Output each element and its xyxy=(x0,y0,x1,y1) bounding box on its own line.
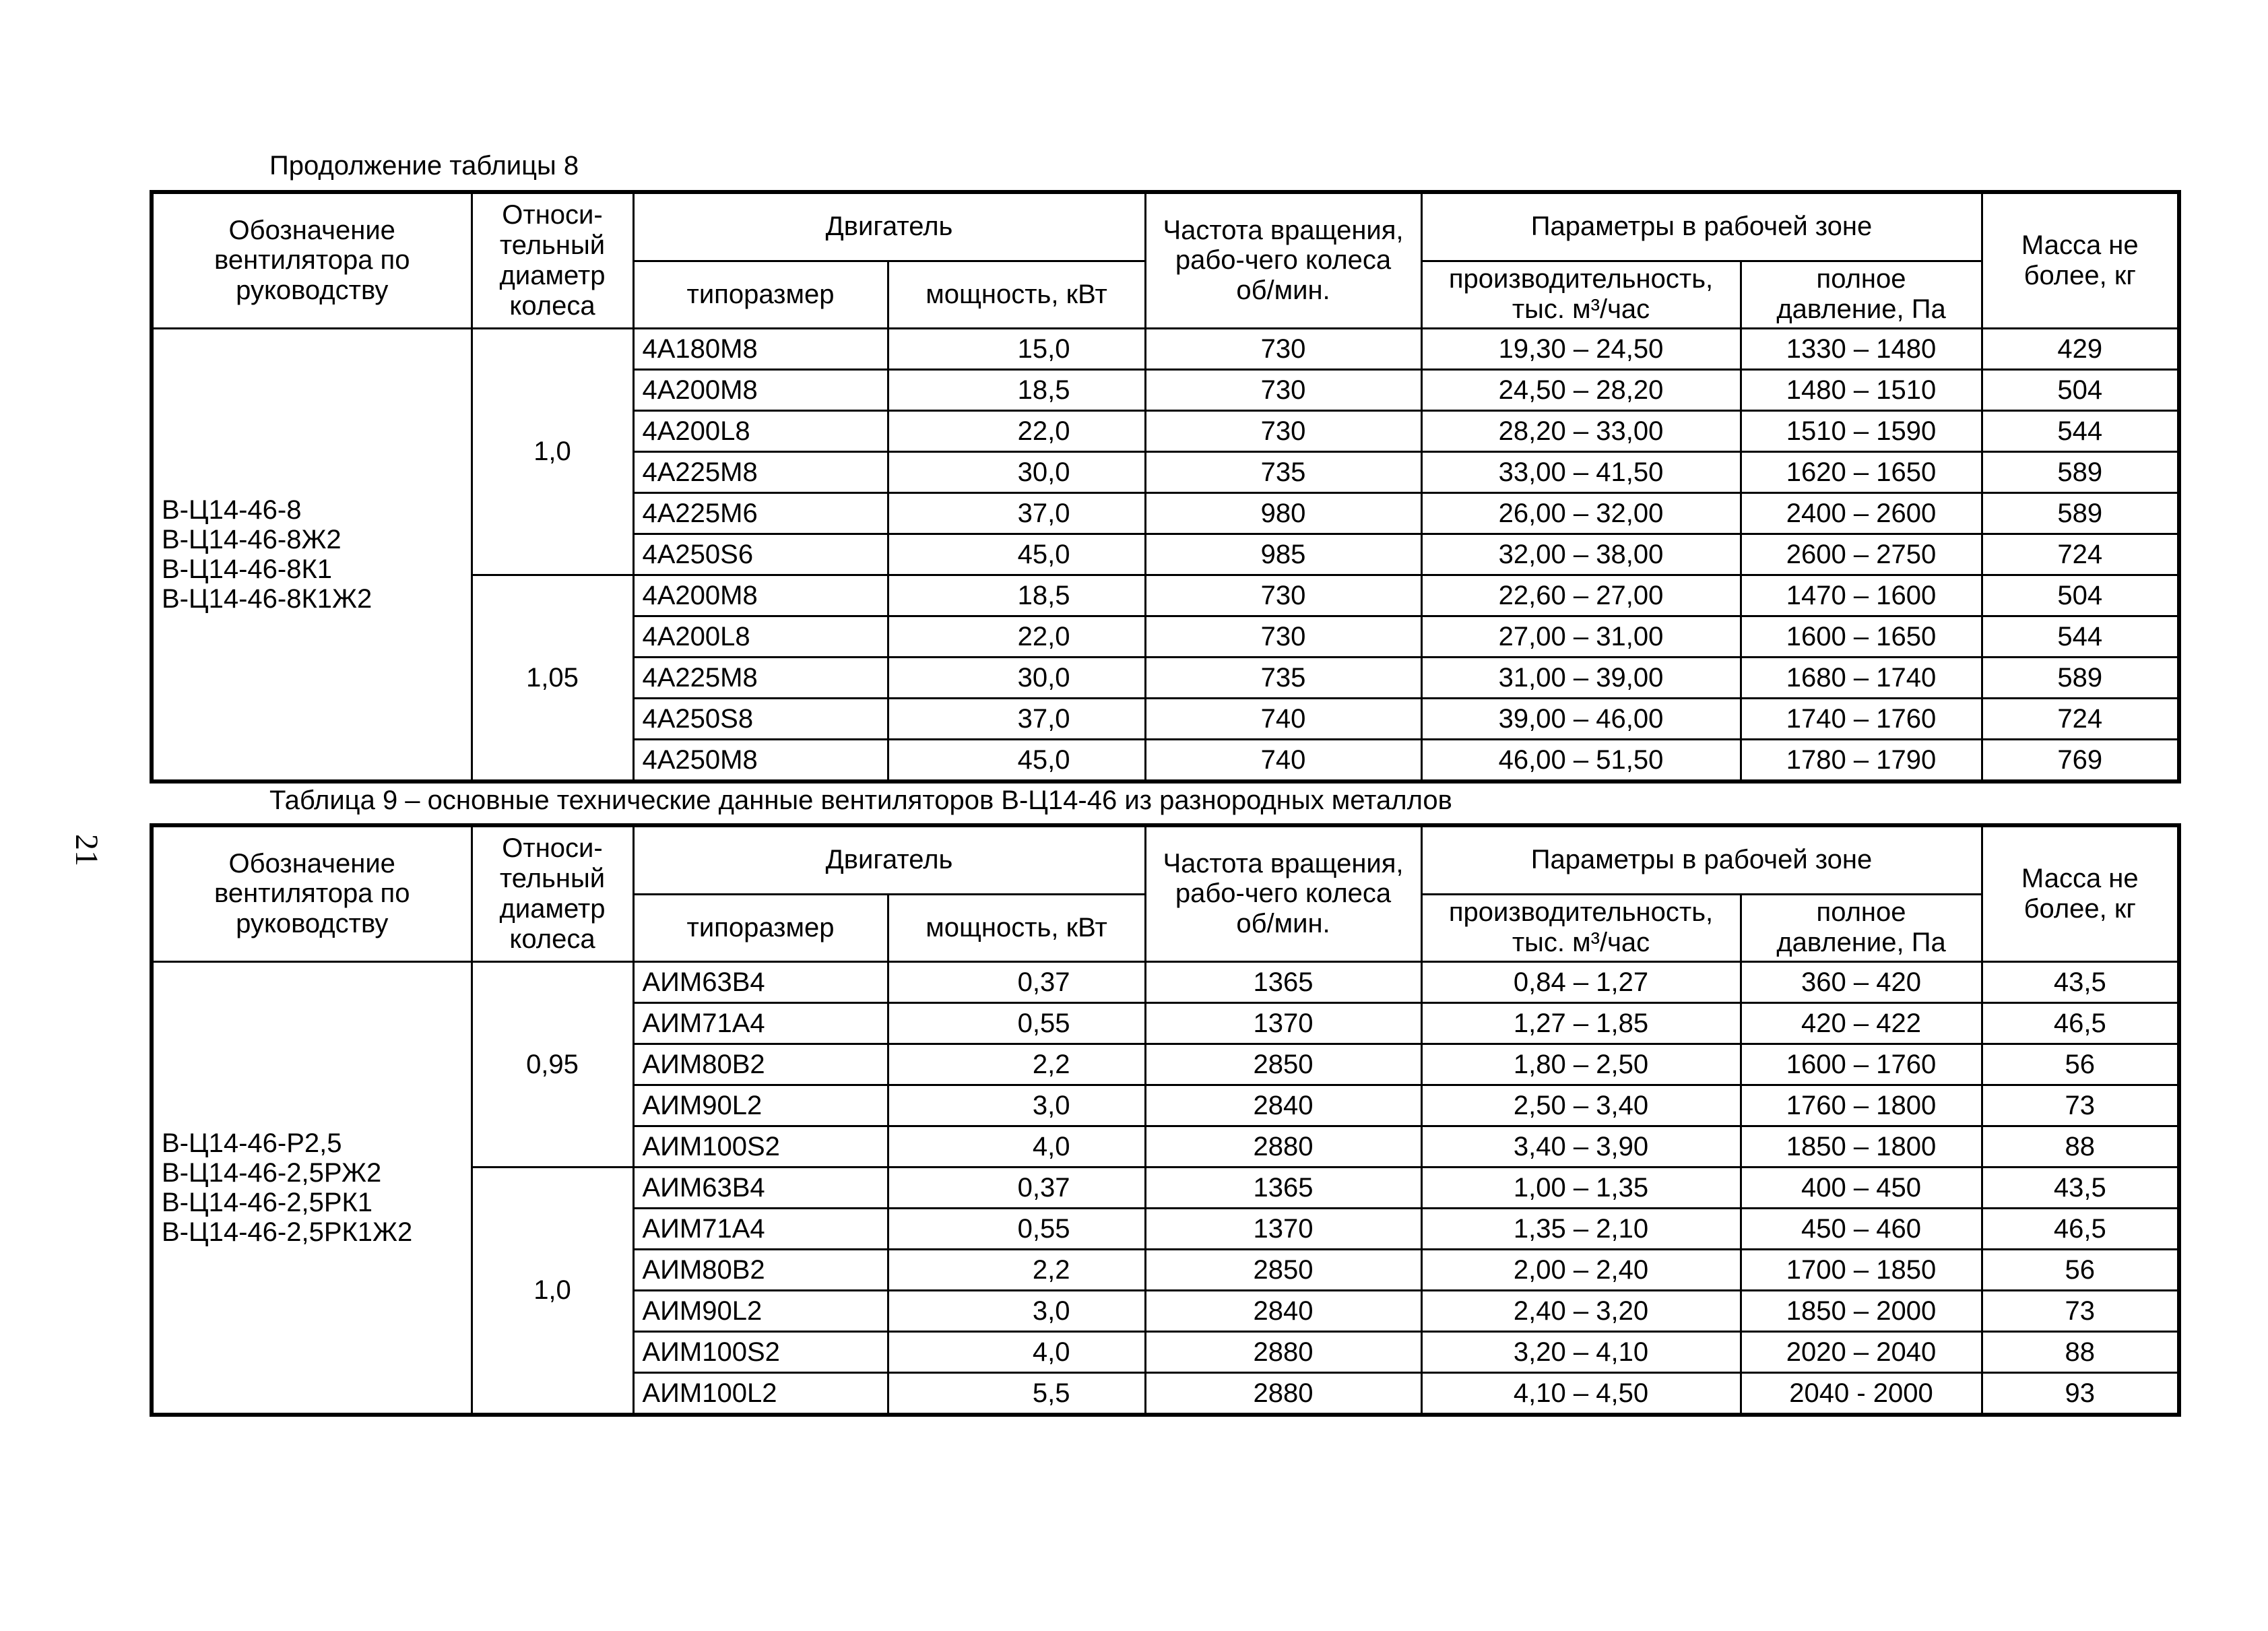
header-motor-power: мощность, кВт xyxy=(888,894,1145,961)
productivity-cell: 4,10 – 4,50 xyxy=(1421,1372,1741,1415)
motor-power-cell: 30,0 xyxy=(888,657,1145,698)
pressure-cell: 1850 – 1800 xyxy=(1741,1126,1982,1167)
motor-power-cell: 0,37 xyxy=(888,1167,1145,1208)
rotation-speed-cell: 2850 xyxy=(1145,1249,1421,1290)
header-productivity: производительность, тыс. м³/час xyxy=(1421,894,1741,961)
rotation-speed-cell: 2880 xyxy=(1145,1126,1421,1167)
mass-cell: 724 xyxy=(1982,534,2179,575)
productivity-cell: 33,00 – 41,50 xyxy=(1421,451,1741,492)
rotation-speed-cell: 730 xyxy=(1145,410,1421,451)
mass-cell: 46,5 xyxy=(1982,1208,2179,1249)
motor-type-cell: АИМ100L2 xyxy=(633,1372,888,1415)
productivity-cell: 3,40 – 3,90 xyxy=(1421,1126,1741,1167)
header-relative-diameter: Относи-тельный диаметр колеса xyxy=(472,825,633,961)
mass-cell: 56 xyxy=(1982,1249,2179,1290)
pressure-cell: 1330 – 1480 xyxy=(1741,328,1982,369)
motor-power-cell: 22,0 xyxy=(888,616,1145,657)
mass-cell: 56 xyxy=(1982,1044,2179,1085)
relative-diameter: 1,05 xyxy=(472,575,633,781)
motor-type-cell: 4А225М8 xyxy=(633,657,888,698)
motor-power-cell: 0,37 xyxy=(888,961,1145,1002)
header-motor: Двигатель xyxy=(633,825,1145,894)
productivity-cell: 28,20 – 33,00 xyxy=(1421,410,1741,451)
motor-type-cell: АИМ100S2 xyxy=(633,1331,888,1372)
rotation-speed-cell: 1370 xyxy=(1145,1002,1421,1044)
rotation-speed-cell: 1365 xyxy=(1145,1167,1421,1208)
mass-cell: 93 xyxy=(1982,1372,2179,1415)
productivity-cell: 27,00 – 31,00 xyxy=(1421,616,1741,657)
rotation-speed-cell: 730 xyxy=(1145,369,1421,410)
pressure-cell: 360 – 420 xyxy=(1741,961,1982,1002)
motor-type-cell: 4А250М8 xyxy=(633,739,888,781)
productivity-cell: 1,27 – 1,85 xyxy=(1421,1002,1741,1044)
mass-cell: 589 xyxy=(1982,492,2179,534)
mass-cell: 544 xyxy=(1982,410,2179,451)
rotation-speed-cell: 1365 xyxy=(1145,961,1421,1002)
table-row xyxy=(152,961,2179,1002)
mass-cell: 73 xyxy=(1982,1085,2179,1126)
mass-cell: 88 xyxy=(1982,1126,2179,1167)
rotation-speed-cell: 2840 xyxy=(1145,1085,1421,1126)
productivity-cell: 0,84 – 1,27 xyxy=(1421,961,1741,1002)
rotation-speed-cell: 740 xyxy=(1145,698,1421,739)
fan-designation: В-Ц14-46-2,5РК1Ж2 xyxy=(162,1217,413,1247)
rotation-speed-cell: 730 xyxy=(1145,575,1421,616)
rotation-speed-cell: 735 xyxy=(1145,451,1421,492)
rotation-speed-cell: 735 xyxy=(1145,657,1421,698)
fan-designation: В-Ц14-46-8К1 xyxy=(162,554,333,584)
pressure-cell: 1740 – 1760 xyxy=(1741,698,1982,739)
rotation-speed-cell: 2880 xyxy=(1145,1331,1421,1372)
motor-power-cell: 4,0 xyxy=(888,1331,1145,1372)
pressure-cell: 2600 – 2750 xyxy=(1741,534,1982,575)
fan-designation: В-Ц14-46-8К1Ж2 xyxy=(162,583,372,614)
mass-cell: 724 xyxy=(1982,698,2179,739)
motor-type-cell: АИМ63В4 xyxy=(633,961,888,1002)
header-relative-diameter: Относи-тельный диаметр колеса xyxy=(472,192,633,328)
pressure-cell: 1780 – 1790 xyxy=(1741,739,1982,781)
motor-type-cell: АИМ100S2 xyxy=(633,1126,888,1167)
motor-power-cell: 22,0 xyxy=(888,410,1145,451)
motor-type-cell: АИМ80В2 xyxy=(633,1249,888,1290)
pressure-cell: 2020 – 2040 xyxy=(1741,1331,1982,1372)
header-designation: Обозначение вентилятора по руководству xyxy=(152,192,472,328)
table-9 xyxy=(150,823,2181,1417)
fan-designation: В-Ц14-46-2,5РК1 xyxy=(162,1187,373,1217)
header-productivity: производительность, тыс. м³/час xyxy=(1421,261,1741,328)
motor-power-cell: 18,5 xyxy=(888,575,1145,616)
motor-power-cell: 5,5 xyxy=(888,1372,1145,1415)
productivity-cell: 2,50 – 3,40 xyxy=(1421,1085,1741,1126)
motor-power-cell: 3,0 xyxy=(888,1085,1145,1126)
header-pressure: полное давление, Па xyxy=(1741,261,1982,328)
mass-cell: 504 xyxy=(1982,575,2179,616)
pressure-cell: 1700 – 1850 xyxy=(1741,1249,1982,1290)
motor-type-cell: 4А200L8 xyxy=(633,616,888,657)
pressure-cell: 450 – 460 xyxy=(1741,1208,1982,1249)
mass-cell: 43,5 xyxy=(1982,961,2179,1002)
header-mass: Масса не более, кг xyxy=(1982,825,2179,961)
pressure-cell: 1600 – 1760 xyxy=(1741,1044,1982,1085)
motor-type-cell: 4А225М6 xyxy=(633,492,888,534)
table-row xyxy=(152,328,2179,369)
productivity-cell: 1,80 – 2,50 xyxy=(1421,1044,1741,1085)
fan-designation: В-Ц14-46-2,5РЖ2 xyxy=(162,1157,382,1188)
rotation-speed-cell: 985 xyxy=(1145,534,1421,575)
motor-power-cell: 4,0 xyxy=(888,1126,1145,1167)
header-working-zone-params: Параметры в рабочей зоне xyxy=(1421,192,1982,261)
mass-cell: 504 xyxy=(1982,369,2179,410)
motor-power-cell: 2,2 xyxy=(888,1044,1145,1085)
mass-cell: 544 xyxy=(1982,616,2179,657)
fan-designation: В-Ц14-46-8 xyxy=(162,494,302,525)
motor-power-cell: 37,0 xyxy=(888,492,1145,534)
fan-designation: В-Ц14-46-8Ж2 xyxy=(162,524,342,554)
header-motor-power: мощность, кВт xyxy=(888,261,1145,328)
fan-designations xyxy=(152,961,472,1415)
relative-diameter: 1,0 xyxy=(472,328,633,575)
pressure-cell: 1680 – 1740 xyxy=(1741,657,1982,698)
productivity-cell: 19,30 – 24,50 xyxy=(1421,328,1741,369)
motor-power-cell: 37,0 xyxy=(888,698,1145,739)
pressure-cell: 1620 – 1650 xyxy=(1741,451,1982,492)
productivity-cell: 2,00 – 2,40 xyxy=(1421,1249,1741,1290)
table-8 xyxy=(150,190,2181,783)
motor-type-cell: 4А180М8 xyxy=(633,328,888,369)
header-mass: Масса не более, кг xyxy=(1982,192,2179,328)
motor-type-cell: 4А250S8 xyxy=(633,698,888,739)
header-working-zone-params: Параметры в рабочей зоне xyxy=(1421,825,1982,894)
motor-power-cell: 3,0 xyxy=(888,1290,1145,1331)
rotation-speed-cell: 730 xyxy=(1145,328,1421,369)
relative-diameter: 0,95 xyxy=(472,961,633,1167)
pressure-cell: 1600 – 1650 xyxy=(1741,616,1982,657)
motor-power-cell: 0,55 xyxy=(888,1208,1145,1249)
fan-designation: В-Ц14-46-Р2,5 xyxy=(162,1128,342,1158)
header-motor: Двигатель xyxy=(633,192,1145,261)
table9-caption: Таблица 9 – основные технические данные вентиляторов В-Ц14-46 из разнородных металлов xyxy=(269,786,1452,815)
motor-type-cell: 4А200М8 xyxy=(633,575,888,616)
productivity-cell: 46,00 – 51,50 xyxy=(1421,739,1741,781)
pressure-cell: 1760 – 1800 xyxy=(1741,1085,1982,1126)
mass-cell: 769 xyxy=(1982,739,2179,781)
motor-power-cell: 2,2 xyxy=(888,1249,1145,1290)
mass-cell: 429 xyxy=(1982,328,2179,369)
pressure-cell: 1480 – 1510 xyxy=(1741,369,1982,410)
page-number: 21 xyxy=(69,834,104,866)
pressure-cell: 1510 – 1590 xyxy=(1741,410,1982,451)
mass-cell: 589 xyxy=(1982,451,2179,492)
motor-type-cell: АИМ63В4 xyxy=(633,1167,888,1208)
header-designation: Обозначение вентилятора по руководству xyxy=(152,825,472,961)
rotation-speed-cell: 1370 xyxy=(1145,1208,1421,1249)
mass-cell: 43,5 xyxy=(1982,1167,2179,1208)
rotation-speed-cell: 740 xyxy=(1145,739,1421,781)
motor-type-cell: АИМ80В2 xyxy=(633,1044,888,1085)
mass-cell: 589 xyxy=(1982,657,2179,698)
motor-type-cell: АИМ90L2 xyxy=(633,1290,888,1331)
rotation-speed-cell: 2850 xyxy=(1145,1044,1421,1085)
pressure-cell: 1470 – 1600 xyxy=(1741,575,1982,616)
productivity-cell: 22,60 – 27,00 xyxy=(1421,575,1741,616)
table8-caption: Продолжение таблицы 8 xyxy=(269,151,579,181)
header-rotation-speed: Частота вращения, рабо-чего колеса об/мин. xyxy=(1145,192,1421,328)
motor-power-cell: 45,0 xyxy=(888,534,1145,575)
pressure-cell: 2040 - 2000 xyxy=(1741,1372,1982,1415)
motor-type-cell: 4А250S6 xyxy=(633,534,888,575)
motor-power-cell: 45,0 xyxy=(888,739,1145,781)
mass-cell: 46,5 xyxy=(1982,1002,2179,1044)
motor-power-cell: 30,0 xyxy=(888,451,1145,492)
pressure-cell: 2400 – 2600 xyxy=(1741,492,1982,534)
pressure-cell: 1850 – 2000 xyxy=(1741,1290,1982,1331)
header-motor-type: типоразмер xyxy=(633,261,888,328)
productivity-cell: 1,35 – 2,10 xyxy=(1421,1208,1741,1249)
productivity-cell: 26,00 – 32,00 xyxy=(1421,492,1741,534)
fan-designations xyxy=(152,328,472,781)
productivity-cell: 39,00 – 46,00 xyxy=(1421,698,1741,739)
productivity-cell: 24,50 – 28,20 xyxy=(1421,369,1741,410)
header-rotation-speed: Частота вращения, рабо-чего колеса об/мин. xyxy=(1145,825,1421,961)
rotation-speed-cell: 730 xyxy=(1145,616,1421,657)
rotation-speed-cell: 2880 xyxy=(1145,1372,1421,1415)
motor-type-cell: 4А200М8 xyxy=(633,369,888,410)
rotation-speed-cell: 980 xyxy=(1145,492,1421,534)
productivity-cell: 2,40 – 3,20 xyxy=(1421,1290,1741,1331)
productivity-cell: 32,00 – 38,00 xyxy=(1421,534,1741,575)
motor-power-cell: 18,5 xyxy=(888,369,1145,410)
mass-cell: 73 xyxy=(1982,1290,2179,1331)
header-pressure: полное давление, Па xyxy=(1741,894,1982,961)
pressure-cell: 400 – 450 xyxy=(1741,1167,1982,1208)
pressure-cell: 420 – 422 xyxy=(1741,1002,1982,1044)
mass-cell: 88 xyxy=(1982,1331,2179,1372)
productivity-cell: 3,20 – 4,10 xyxy=(1421,1331,1741,1372)
motor-type-cell: АИМ71А4 xyxy=(633,1002,888,1044)
rotation-speed-cell: 2840 xyxy=(1145,1290,1421,1331)
header-motor-type: типоразмер xyxy=(633,894,888,961)
motor-type-cell: 4А225М8 xyxy=(633,451,888,492)
motor-power-cell: 0,55 xyxy=(888,1002,1145,1044)
motor-type-cell: 4А200L8 xyxy=(633,410,888,451)
productivity-cell: 1,00 – 1,35 xyxy=(1421,1167,1741,1208)
relative-diameter: 1,0 xyxy=(472,1167,633,1415)
motor-power-cell: 15,0 xyxy=(888,328,1145,369)
motor-type-cell: АИМ71А4 xyxy=(633,1208,888,1249)
productivity-cell: 31,00 – 39,00 xyxy=(1421,657,1741,698)
motor-type-cell: АИМ90L2 xyxy=(633,1085,888,1126)
